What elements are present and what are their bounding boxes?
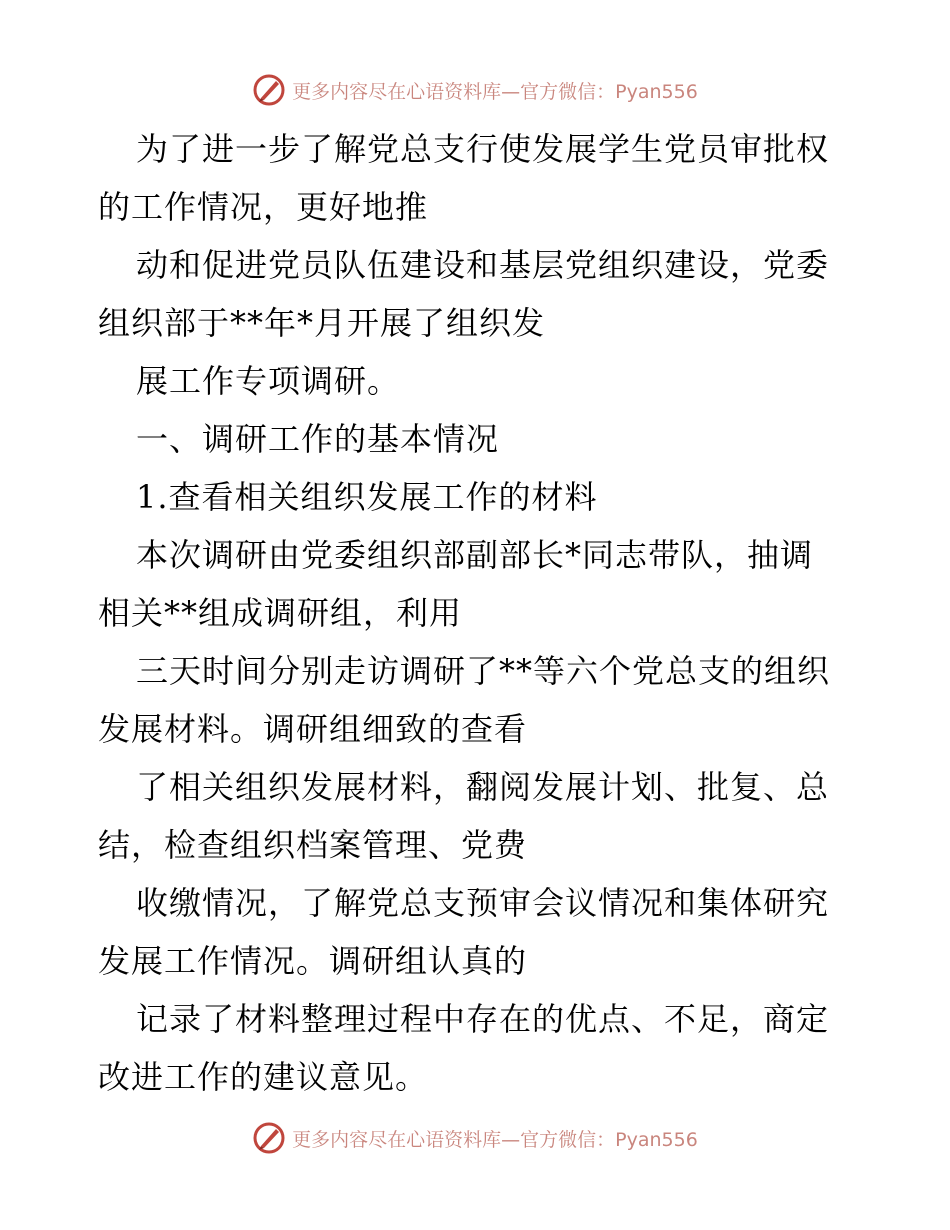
text-line: 动和促进党员队伍建设和基层党组织建设，党委 <box>136 246 830 284</box>
text-line: 为了进一步了解党总支行使发展学生党员审批权 <box>136 130 830 168</box>
text-line: 相关**组成调研组，利用 <box>98 594 463 632</box>
text-line: 三天时间分别走访调研了**等六个党总支的组织 <box>136 652 831 690</box>
text-line: 发展工作情况。调研组认真的 <box>98 942 528 980</box>
footer-banner-text: 更多内容尽在心语资料库—官方微信：Pyan556 <box>292 1128 698 1151</box>
text-line: 记录了材料整理过程中存在的优点、不足，商定 <box>136 1000 830 1038</box>
text-line: 改进工作的建议意见。 <box>98 1058 429 1096</box>
text-line: 一、调研工作的基本情况 <box>136 420 500 458</box>
header-banner-text: 更多内容尽在心语资料库—官方微信：Pyan556 <box>292 80 698 103</box>
text-line: 组织部于**年*月开展了组织发 <box>98 304 546 342</box>
document-body <box>98 120 858 1106</box>
text-line: 收缴情况，了解党总支预审会议情况和集体研究 <box>136 884 830 922</box>
text-line: 1.查看相关组织发展工作的材料 <box>136 478 598 516</box>
text-line: 发展材料。调研组细致的查看 <box>98 710 528 748</box>
quill-logo-icon <box>252 1121 286 1155</box>
header-banner <box>0 70 950 110</box>
text-line: 展工作专项调研。 <box>136 362 401 400</box>
text-line: 了相关组织发展材料，翻阅发展计划、批复、总 <box>136 768 830 806</box>
footer-banner <box>0 1118 950 1158</box>
text-line: 本次调研由党委组织部副部长*同志带队，抽调 <box>136 536 814 574</box>
quill-logo-icon <box>252 73 286 107</box>
text-line: 的工作情况，更好地推 <box>98 188 429 226</box>
text-line: 结，检查组织档案管理、党费 <box>98 826 528 864</box>
